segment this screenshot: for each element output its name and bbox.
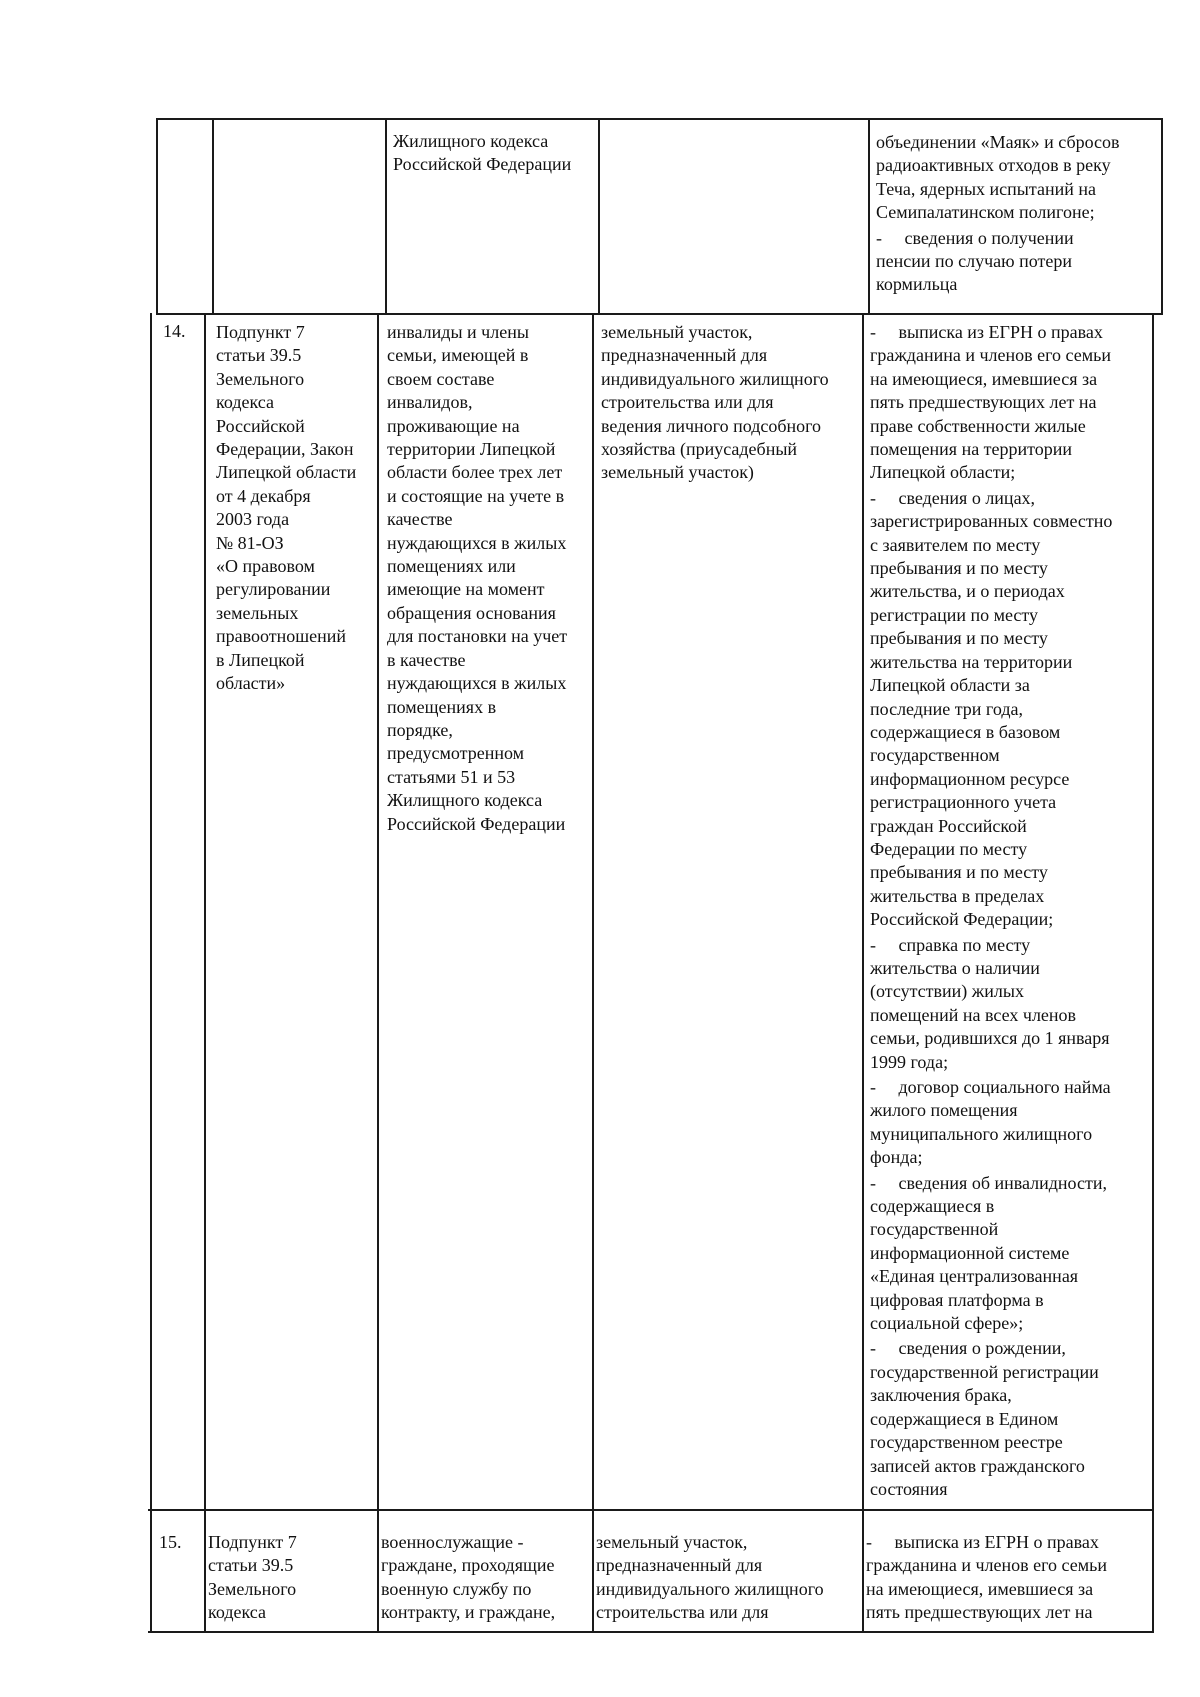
col-border-left: [150, 313, 152, 1633]
table-border-top: [156, 118, 1163, 120]
document-item: - выписка из ЕГРН о правах гражданина и членов его семьи на имеющиеся, имевшиеся за пять предшествующих лет на праве собственности жилые помещения на территории Липецкой области;: [870, 322, 1111, 483]
row15-basis-cell: Подпункт 7 статьи 39.5 Земельного кодекса: [208, 1532, 297, 1623]
document-item: - сведения о рождении, государственной регистрации заключения брака, содержащиеся в Едином государственном реестре записей актов гражданского состояния: [870, 1338, 1099, 1499]
document-item: - выписка из ЕГРН о правах гражданина и членов его семьи на имеющиеся, имевшиеся за пять предшествующих лет на: [866, 1532, 1107, 1623]
document-item: - сведения об инвалидности, содержащиеся в государственной информационной системе «Единая централизованная цифровая платформа в социальной сфере»;: [870, 1172, 1107, 1334]
document-item: - договор социального найма жилого помещения муниципального жилищного фонда;: [870, 1077, 1111, 1168]
document-item: объединении «Маяк» и сбросов радиоактивных отходов в реку Теча, ядерных испытаний на Семипалатинском полигоне;: [876, 132, 1120, 223]
cont-row-category-cell: Жилищного кодекса Российской Федерации: [393, 131, 572, 175]
row-divider-15: [148, 1509, 1154, 1511]
col-border-2: [377, 313, 379, 1633]
col-border-4-top: [868, 118, 870, 315]
col-border-3-top: [598, 118, 600, 315]
col-border-4: [862, 313, 864, 1633]
row15-category-cell: военнослужащие - граждане, проходящие военную службу по контракту, и граждане,: [381, 1532, 556, 1623]
document-item: - справка по месту жительства о наличии (отсутствии) жилых помещений на всех членов семьи, родившихся до 1 января 1999 года;: [870, 934, 1110, 1072]
col-border-1: [204, 313, 206, 1633]
document-item: - сведения о получении пенсии по случаю потери кормильца: [876, 227, 1074, 295]
row14-category-cell: инвалиды и члены семьи, имеющей в своем составе инвалидов, проживающие на территории Липецкой области более трех лет и состоящие на учете в качестве нуждающихся в жилых помещениях или имеющие на момент обращения основания для постановки на учет в качестве нуждающихся в жилых помещениях в порядке, предусмотренном статьями 51 и 53 Жилищного кодекса Российской Федерации: [387, 322, 568, 834]
col-border-1-top: [212, 118, 214, 315]
row-divider-14: [156, 313, 1163, 315]
cont-row-documents-cell: [876, 131, 1120, 299]
col-border-left-top: [156, 118, 158, 315]
row14-basis-cell: Подпункт 7 статьи 39.5 Земельного кодекса Российской Федерации, Закон Липецкой области от 4 декабря 2003 года № 81-ОЗ «О правовом регулировании земельных правоотношений в Липецкой области»: [216, 322, 357, 694]
row15-documents-cell: [866, 1531, 1107, 1627]
table-border-bottom: [148, 1631, 1154, 1633]
row14-number: 14.: [163, 321, 186, 341]
document-item: - сведения о лицах, зарегистрированных совместно с заявителем по месту пребывания и по месту жительства, и о периодах регистрации по месту пребывания и по месту жительства на территории Липецкой области за последние три года, содержащиеся в базовом государственном информационном ресурсе регистрационного учета граждан Российской Федерации по месту пребывания и по месту жительства в пределах Российской Федерации;: [870, 487, 1113, 930]
col-border-3: [592, 313, 594, 1633]
row14-plot-cell: земельный участок, предназначенный для индивидуального жилищного строительства или для ведения личного подсобного хозяйства (приусадебный земельный участок): [601, 322, 829, 483]
col-border-right: [1152, 313, 1154, 1633]
col-border-2-top: [385, 118, 387, 315]
row15-plot-cell: земельный участок, предназначенный для индивидуального жилищного строительства или для: [596, 1532, 824, 1623]
row14-documents-cell: [870, 321, 1112, 1503]
col-border-right-top: [1161, 118, 1163, 315]
row15-number: 15.: [159, 1532, 182, 1552]
